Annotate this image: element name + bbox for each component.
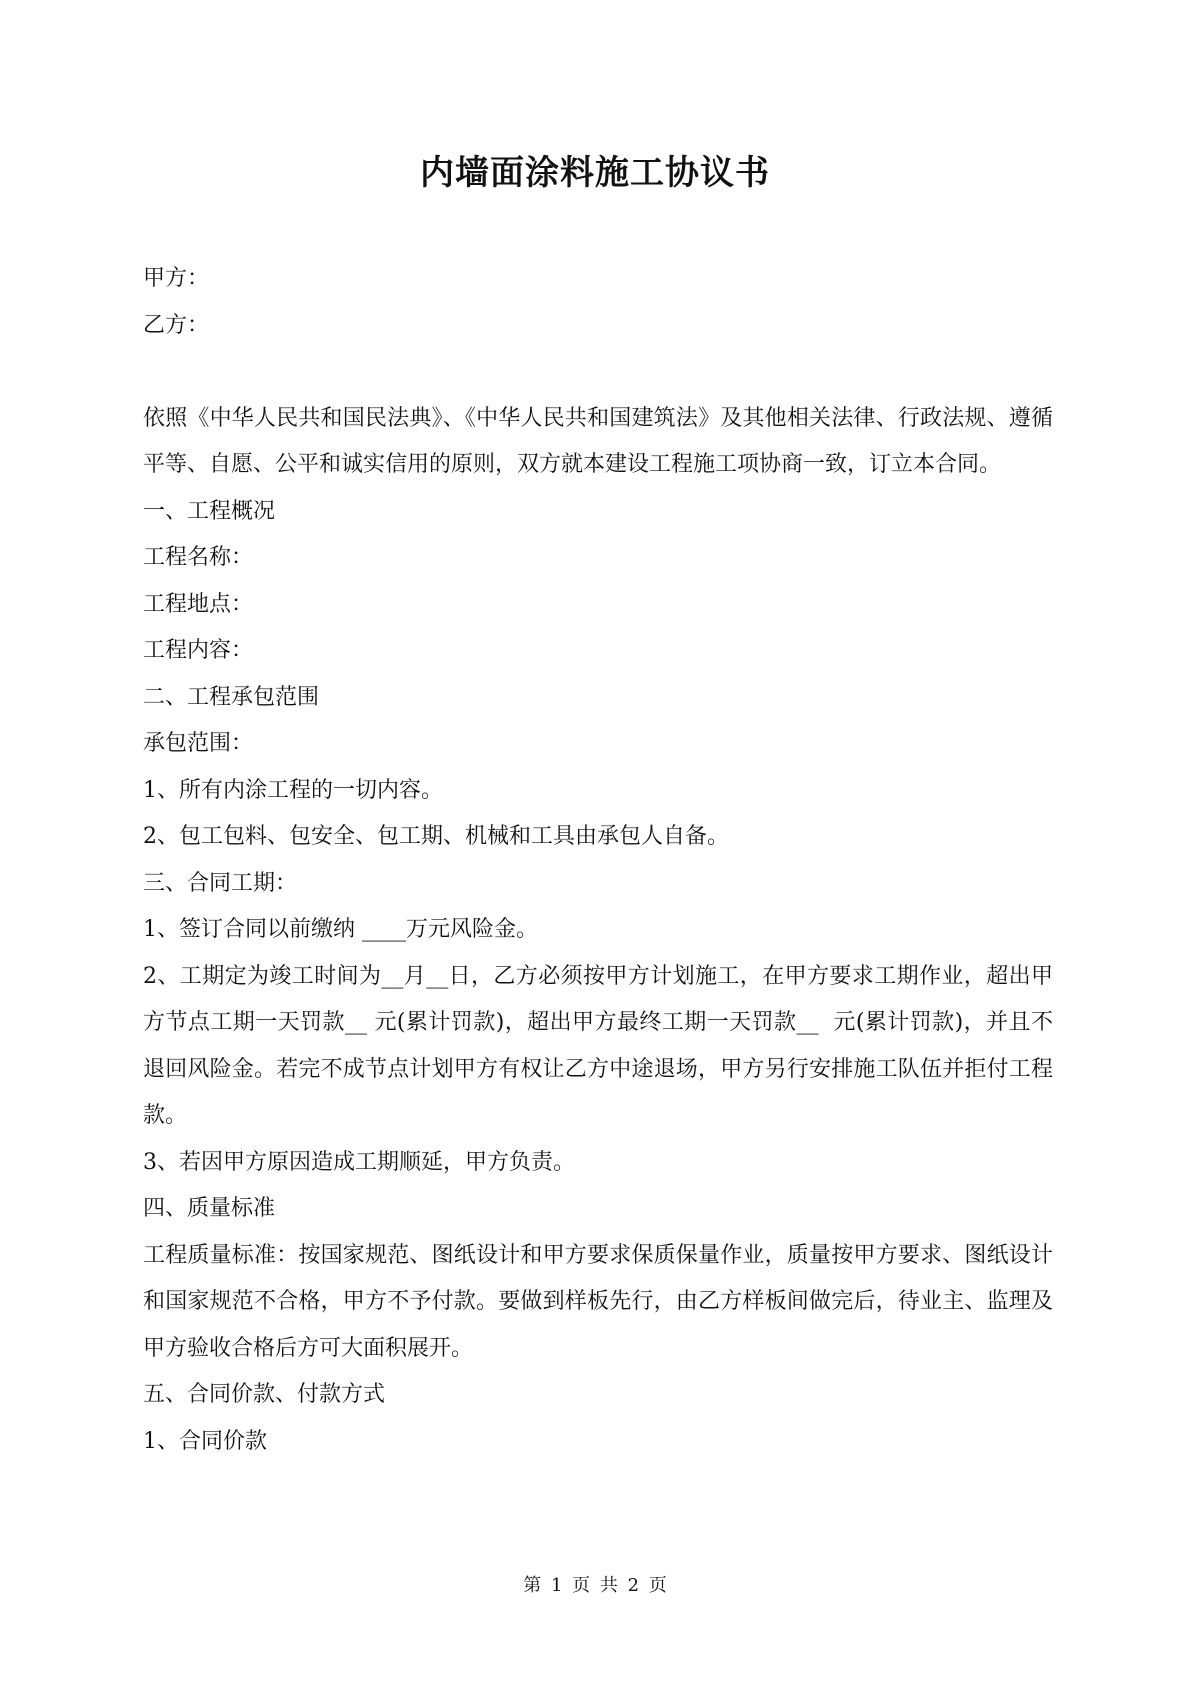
section-heading-overview: 一、工程概况 xyxy=(143,498,276,524)
blank-line xyxy=(143,349,1053,396)
project-location-field: 工程地点： xyxy=(143,591,254,617)
section-heading-price: 五、合同价款、付款方式 xyxy=(143,1382,386,1407)
page-number-footer: 第 1 页 共 2 页 xyxy=(523,1575,667,1596)
section-heading-term: 三、合同工期： xyxy=(143,870,298,896)
document-body xyxy=(143,256,1053,1465)
term-item-2: 2、工期定为竣工时间为__月__日，乙方必须按甲方计划施工，在甲方要求工期作业，超出甲方节点工期一天罚款__ 元(累计罚款)，超出甲方最终工期一天罚款__ 元(累计罚款)，并且不退回风险金。若完不成节点计划甲方有权让乙方中途退场，甲方另行安排施工队伍并拒付工程款。 xyxy=(143,963,1053,1128)
price-item-1: 1、合同价款 xyxy=(143,1428,267,1454)
intro-paragraph: 依照《中华人民共和国民法典》、《中华人民共和国建筑法》及其他相关法律、行政法规、遵循平等、自愿、公平和诚实信用的原则，双方就本建设工程施工项协商一致，订立本合同。 xyxy=(143,405,1053,477)
project-name-field: 工程名称： xyxy=(143,545,254,570)
term-item-1: 1、签订合同以前缴纳 ____万元风险金。 xyxy=(143,917,538,942)
project-content-field: 工程内容： xyxy=(143,638,254,663)
party-a-label: 甲方： xyxy=(143,266,210,291)
quality-paragraph: 工程质量标准：按国家规范、图纸设计和甲方要求保质保量作业，质量按甲方要求、图纸设计和国家规范不合格，甲方不予付款。要做到样板先行，由乙方样板间做完后，待业主、监理及甲方验收合格后方可大面积展开。 xyxy=(143,1242,1053,1361)
document-title: 内墙面涂料施工协议书 xyxy=(420,153,770,193)
section-heading-quality: 四、质量标准 xyxy=(143,1196,276,1221)
scope-label: 承包范围： xyxy=(143,731,254,756)
scope-item-2: 2、包工包料、包安全、包工期、机械和工具由承包人自备。 xyxy=(143,824,729,849)
party-b-label: 乙方： xyxy=(143,312,210,338)
term-item-3: 3、若因甲方原因造成工期顺延，甲方负责。 xyxy=(143,1149,575,1175)
scope-item-1: 1、所有内涂工程的一切内容。 xyxy=(143,777,443,803)
section-heading-scope: 二、工程承包范围 xyxy=(143,684,320,710)
